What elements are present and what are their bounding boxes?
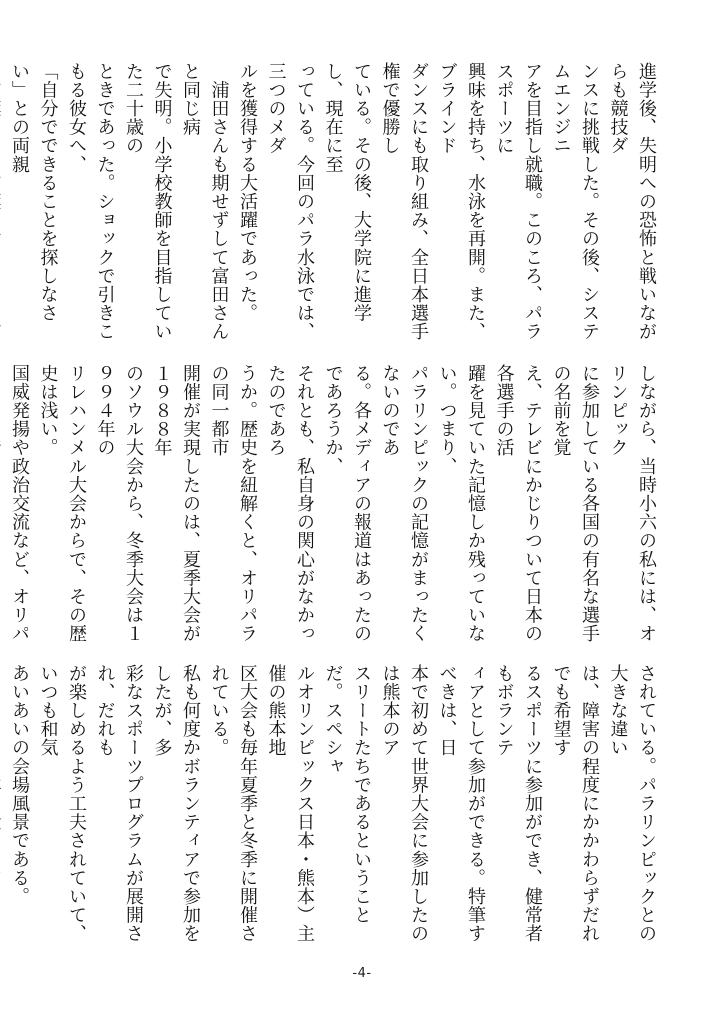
text-block-top: 進学後、失明への恐怖と戦いながらも競技ダ ンスに挑戦した。その後、システムエンジニ アを目指し就職。このころ、パラスポーツに 興味を持ち、水泳を再開。また、ブラインド ダンスにも取り組み、全日本選手権で優勝し ている。その後、大学院に進学し、現在に至 っている。今回のパラ水泳では、三つのメダ ルを獲得する大活躍であった。 浦田さんも期せずして富田さんと同じ病 で失明。小学校教師を目指していた二十歳の ときであった。ショックで引きこもる彼女へ、 「自分でできることを探しなさい」との両親 [9, 62, 657, 341]
text-block-bottom: されている。パラリンピックとの大きな違い は、障害の程度にかかわらずだれでも希望す るスポーツに参加ができ、健常者もボランテ ィアとして参加ができる。特筆すべきは、日 本で初めて世界大会に参加したのは熊本のア スリートたちであるということだ。スペシャ ルオリンピックス日本・熊本）主催の熊本地 区大会も毎年夏季と冬季に開催されている。 私も何度かボランティアで参加をしたが、多 彩なスポーツプログラムが展開され、だれも が楽しめるよう工夫されていて、いつも和気 あいあいの会場風景である。 [9, 664, 657, 943]
page-number: -4- [352, 966, 372, 981]
text-block-middle: しながら、当時小六の私には、オリンピック に参加している各国の有名な選手の名前を覚 え、テレビにかじりついて日本の各選手の活 躍を見ていた記憶しか残っていない。つまり、 パラリンピックの記憶がまったくないのであ る。各メディアの報道はあったのであろうか、 それとも、私自身の関心がなかったのであろ うか。歴史を紐解くと、オリパラの同一都市 開催が実現したのは、夏季大会が１９８８年 のソウル大会から、冬季大会は１９９４年の リレハンメル大会からで、その歴史は浅い。 国威発揚や政治交流など、オリパ [9, 364, 657, 643]
